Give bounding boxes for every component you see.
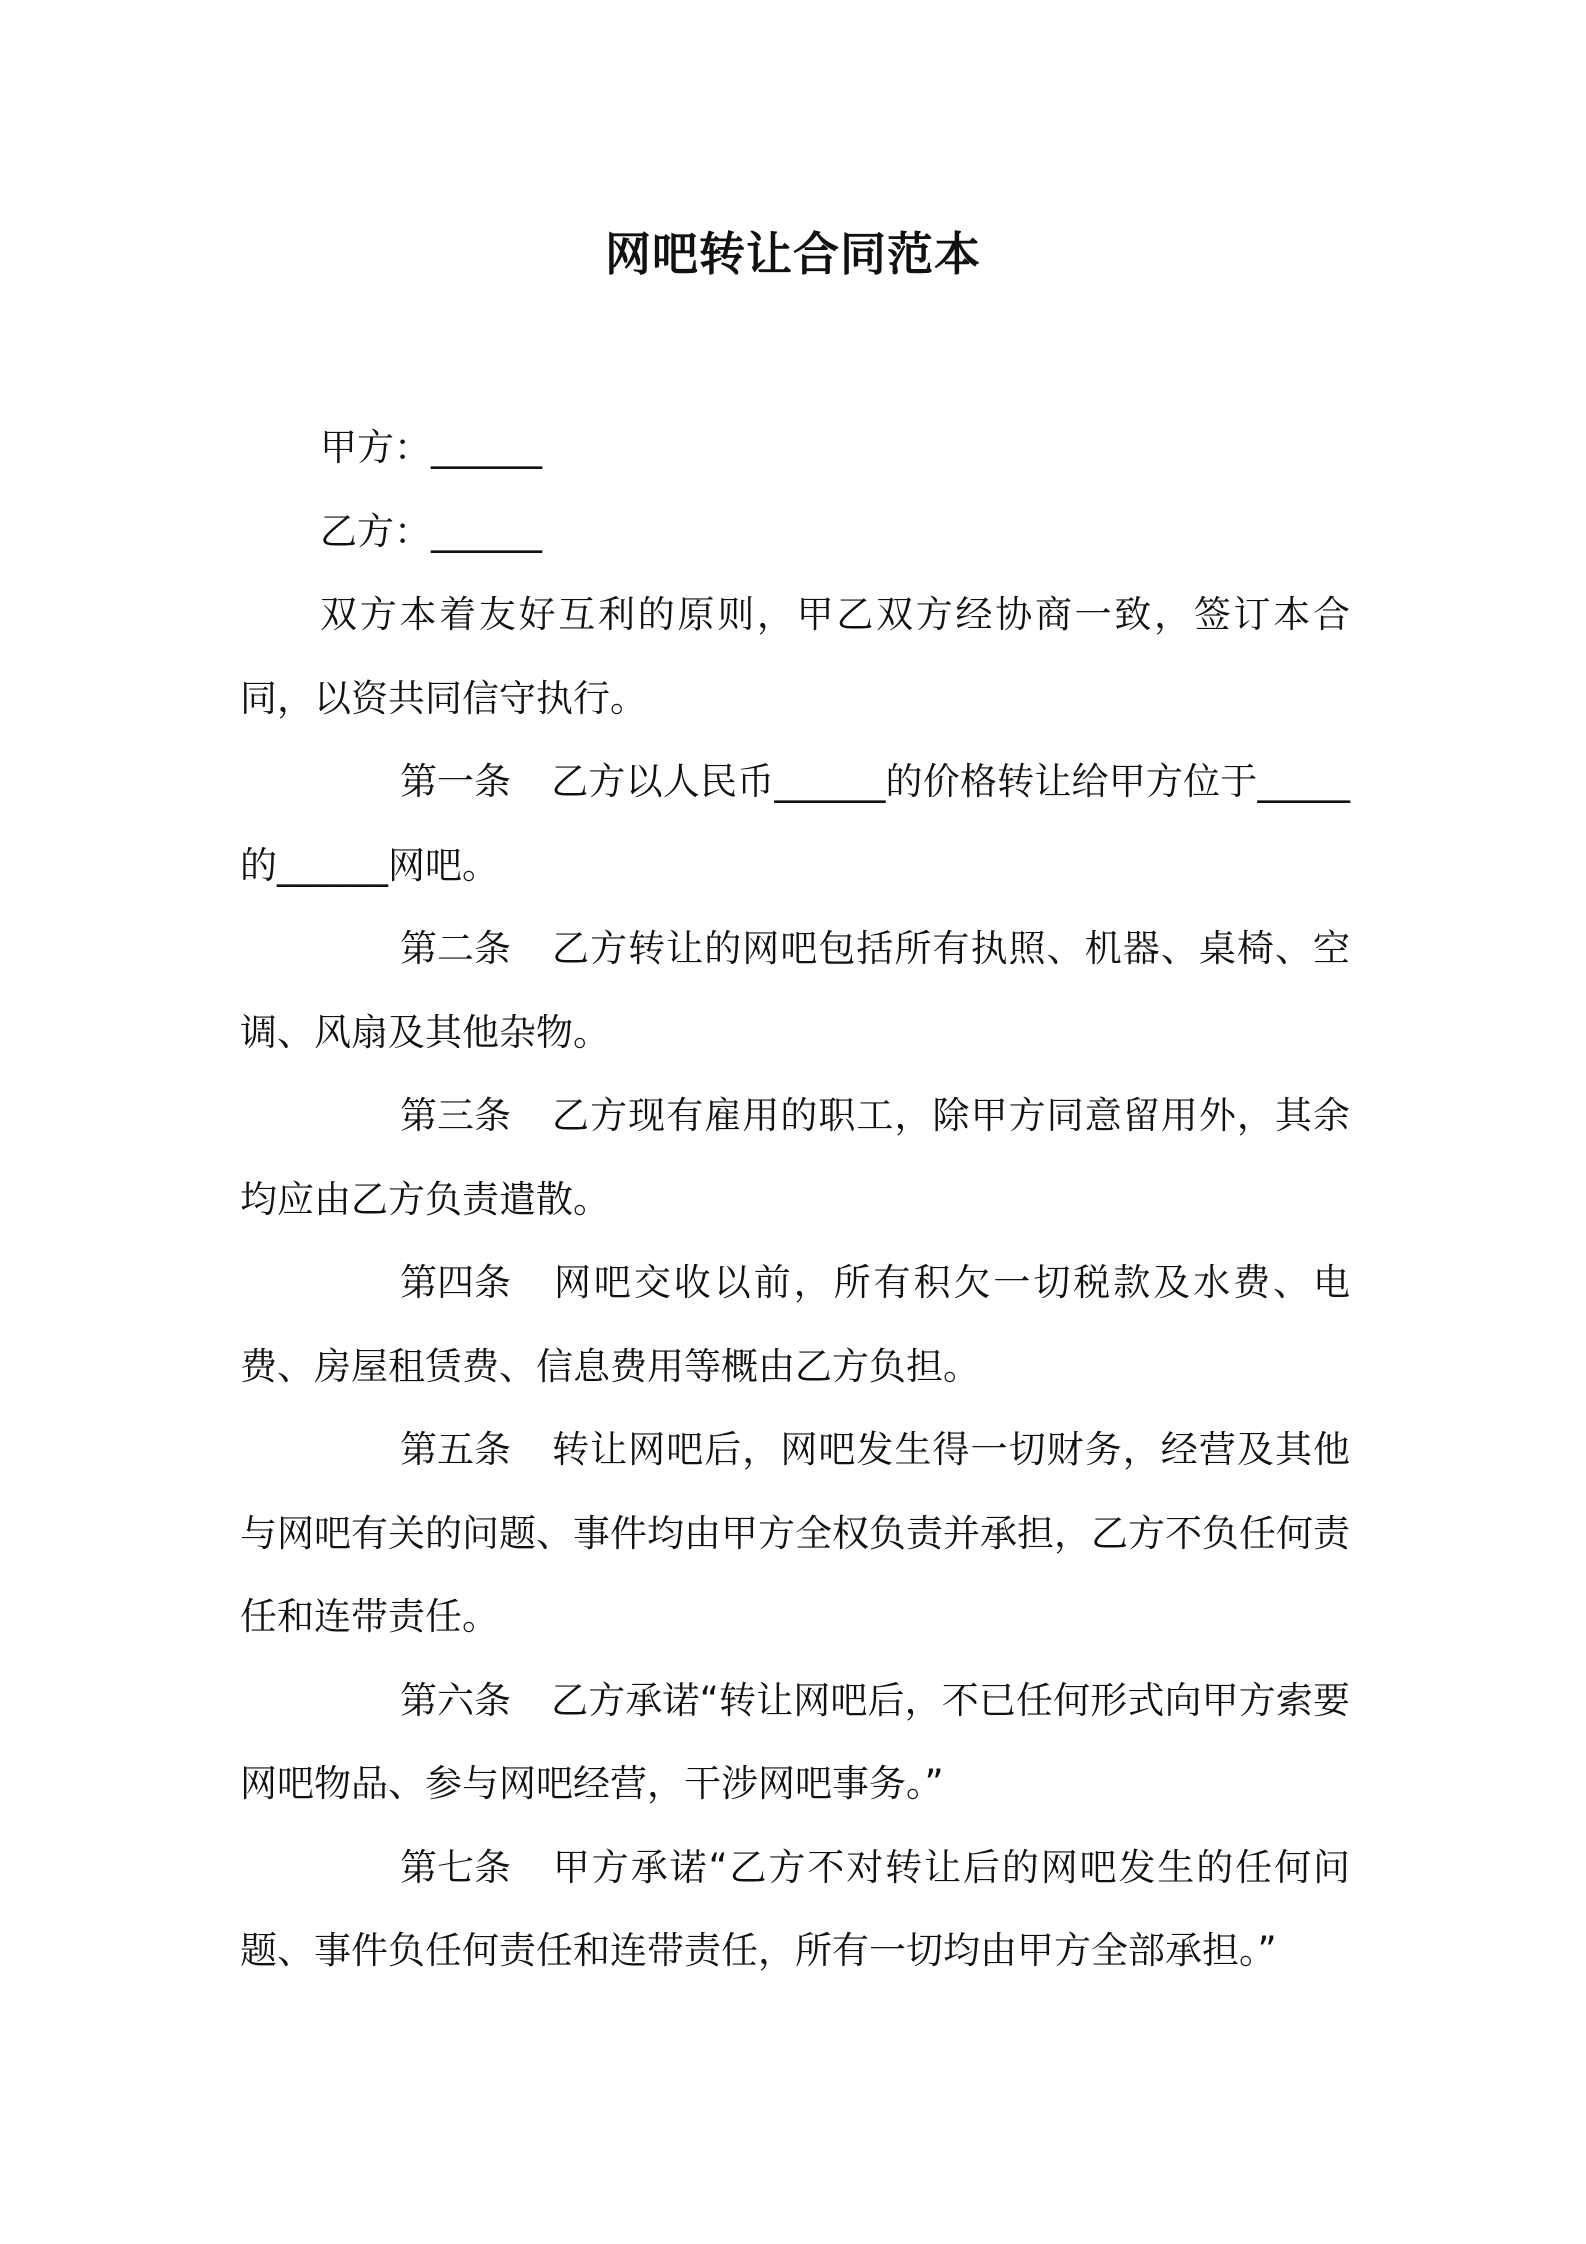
article-3-text: 乙方现有雇用的职工，除甲方同意留用外，其余均应由乙方负责遣散。 [240,1094,1350,1221]
article-3 [240,1074,1350,1241]
article-4-text: 网吧交收以前，所有积欠一切税款及水费、电费、房屋租赁费、信息费用等概由乙方负担。 [240,1261,1350,1388]
party-b-line: 乙方：______ [320,509,542,553]
article-1-number: 第一条 [400,760,511,803]
article-4-number: 第四条 [400,1261,511,1304]
article-6-text: 乙方承诺“转让网吧后，不已任何形式向甲方索要网吧物品、参与网吧经营，干涉网吧事务。” [240,1678,1350,1805]
article-5-number: 第五条 [400,1428,511,1471]
article-2-number: 第二条 [400,927,511,970]
document-title: 网吧转让合同范本 [605,227,981,281]
article-7 [240,1826,1350,1993]
article-2-text: 乙方转让的网吧包括所有执照、机器、桌椅、空调、风扇及其他杂物。 [240,927,1350,1054]
party-a-line: 甲方：______ [320,426,542,469]
article-7-number: 第七条 [400,1845,511,1889]
article-2 [240,907,1350,1074]
article-3-number: 第三条 [400,1094,511,1137]
preamble-paragraph: 双方本着友好互利的原则，甲乙双方经协商一致，签订本合同，以资共同信守执行。 [240,593,1350,720]
article-4 [240,1241,1350,1408]
article-1 [240,740,1350,907]
article-7-text: 甲方承诺“乙方不对转让后的网吧发生的任何问题、事件负任何责任和连带责任，所有一切均由甲方全部承担。” [240,1845,1350,1972]
contract-body [240,406,1350,1993]
article-5-text: 转让网吧后，网吧发生得一切财务，经营及其他与网吧有关的问题、事件均由甲方全权负责并承担，乙方不负任何责任和连带责任。 [240,1428,1350,1638]
article-6-number: 第六条 [400,1678,511,1722]
article-5 [240,1408,1350,1659]
article-6 [240,1659,1350,1826]
article-1-text: 乙方以人民币______的价格转让给甲方位于_____的______网吧。 [240,760,1350,887]
